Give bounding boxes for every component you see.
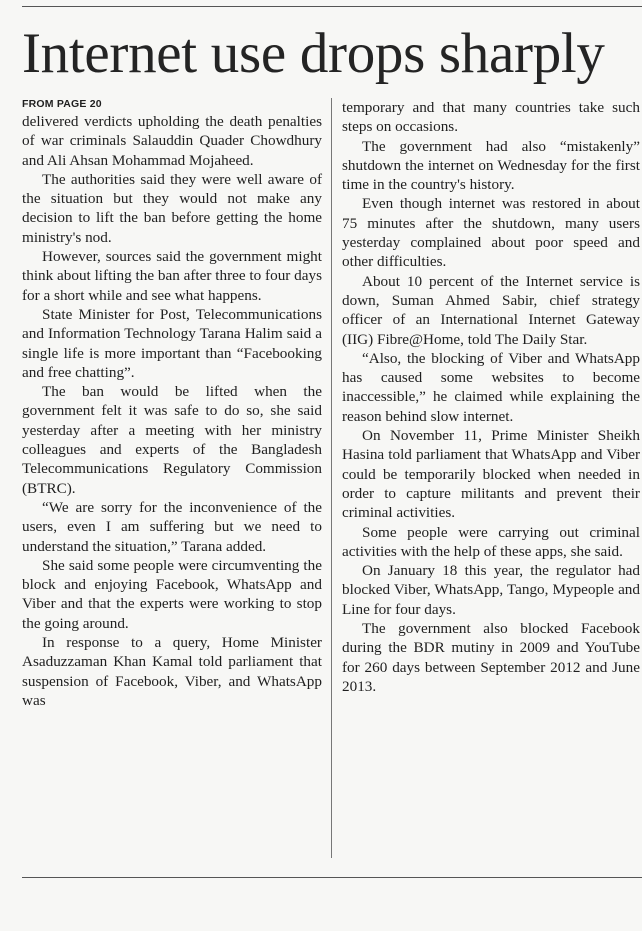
bottom-rule bbox=[22, 877, 642, 878]
paragraph: delivered verdicts upholding the death penalties of war criminals Salauddin Quader Chowdhury and Ali Ahsan Mohammad Mojaheed. bbox=[22, 113, 322, 169]
paragraph: However, sources said the government might think about lifting the ban after three to four days for a short while and see what happens. bbox=[22, 248, 322, 304]
paragraph: The authorities said they were well aware of the situation but they would not make any decision to lift the ban before getting the home ministry's nod. bbox=[22, 170, 322, 246]
paragraph: Even though internet was restored in about 75 minutes after the shutdown, many users yesterday complained about poor speed and other difficulties. bbox=[342, 195, 640, 271]
paragraph: temporary and that many countries take such steps on occasions. bbox=[342, 99, 640, 136]
headline: Internet use drops sharply bbox=[22, 22, 605, 85]
paragraph: The ban would be lifted when the government felt it was safe to do so, she said yesterday after a meeting with her ministry colleagues and experts of the Bangladesh Telecommunications Regulatory Commission (BTRC). bbox=[22, 383, 322, 497]
paragraph: “We are sorry for the inconvenience of the users, even I am suffering but we need to understand the situation,” Tarana added. bbox=[22, 498, 322, 555]
paragraph: On November 11, Prime Minister Sheikh Hasina told parliament that WhatsApp and Viber could be temporarily blocked when needed in order to capture militants and prevent their criminal activities. bbox=[342, 427, 640, 522]
paragraph: “Also, the blocking of Viber and WhatsApp has caused some websites to become inaccessible,” he claimed while explaining the reason behind slow internet. bbox=[342, 349, 640, 425]
right-column bbox=[342, 98, 640, 696]
left-column bbox=[22, 98, 322, 710]
paragraph: About 10 percent of the Internet service is down, Suman Ahmed Sabir, chief strategy officer of an International Internet Gateway (IIG) Fibre@Home, told The Daily Star. bbox=[342, 272, 640, 348]
column-divider bbox=[331, 98, 332, 858]
paragraph: On January 18 this year, the regulator had blocked Viber, WhatsApp, Tango, Mypeople and Line for four days. bbox=[342, 562, 640, 618]
paragraph: State Minister for Post, Telecommunications and Information Technology Tarana Halim said a single life is more important than “Facebooking and free chatting”. bbox=[22, 305, 322, 381]
paragraph: Some people were carrying out criminal activities with the help of these apps, she said. bbox=[342, 523, 640, 560]
paragraph: In response to a query, Home Minister Asaduzzaman Khan Kamal told parliament that suspension of Facebook, Viber, and WhatsApp was bbox=[22, 634, 322, 709]
paragraph: The government also blocked Facebook during the BDR mutiny in 2009 and YouTube for 260 days between September 2012 and June 2013. bbox=[342, 620, 640, 695]
paragraph: She said some people were circumventing the block and enjoying Facebook, WhatsApp and Viber and that the experts were working to stop the going around. bbox=[22, 556, 322, 632]
paragraph: The government had also “mistakenly” shutdown the internet on Wednesday for the first time in the country's history. bbox=[342, 137, 640, 194]
continuation-kicker: FROM PAGE 20 bbox=[22, 98, 102, 110]
top-rule bbox=[22, 6, 642, 7]
